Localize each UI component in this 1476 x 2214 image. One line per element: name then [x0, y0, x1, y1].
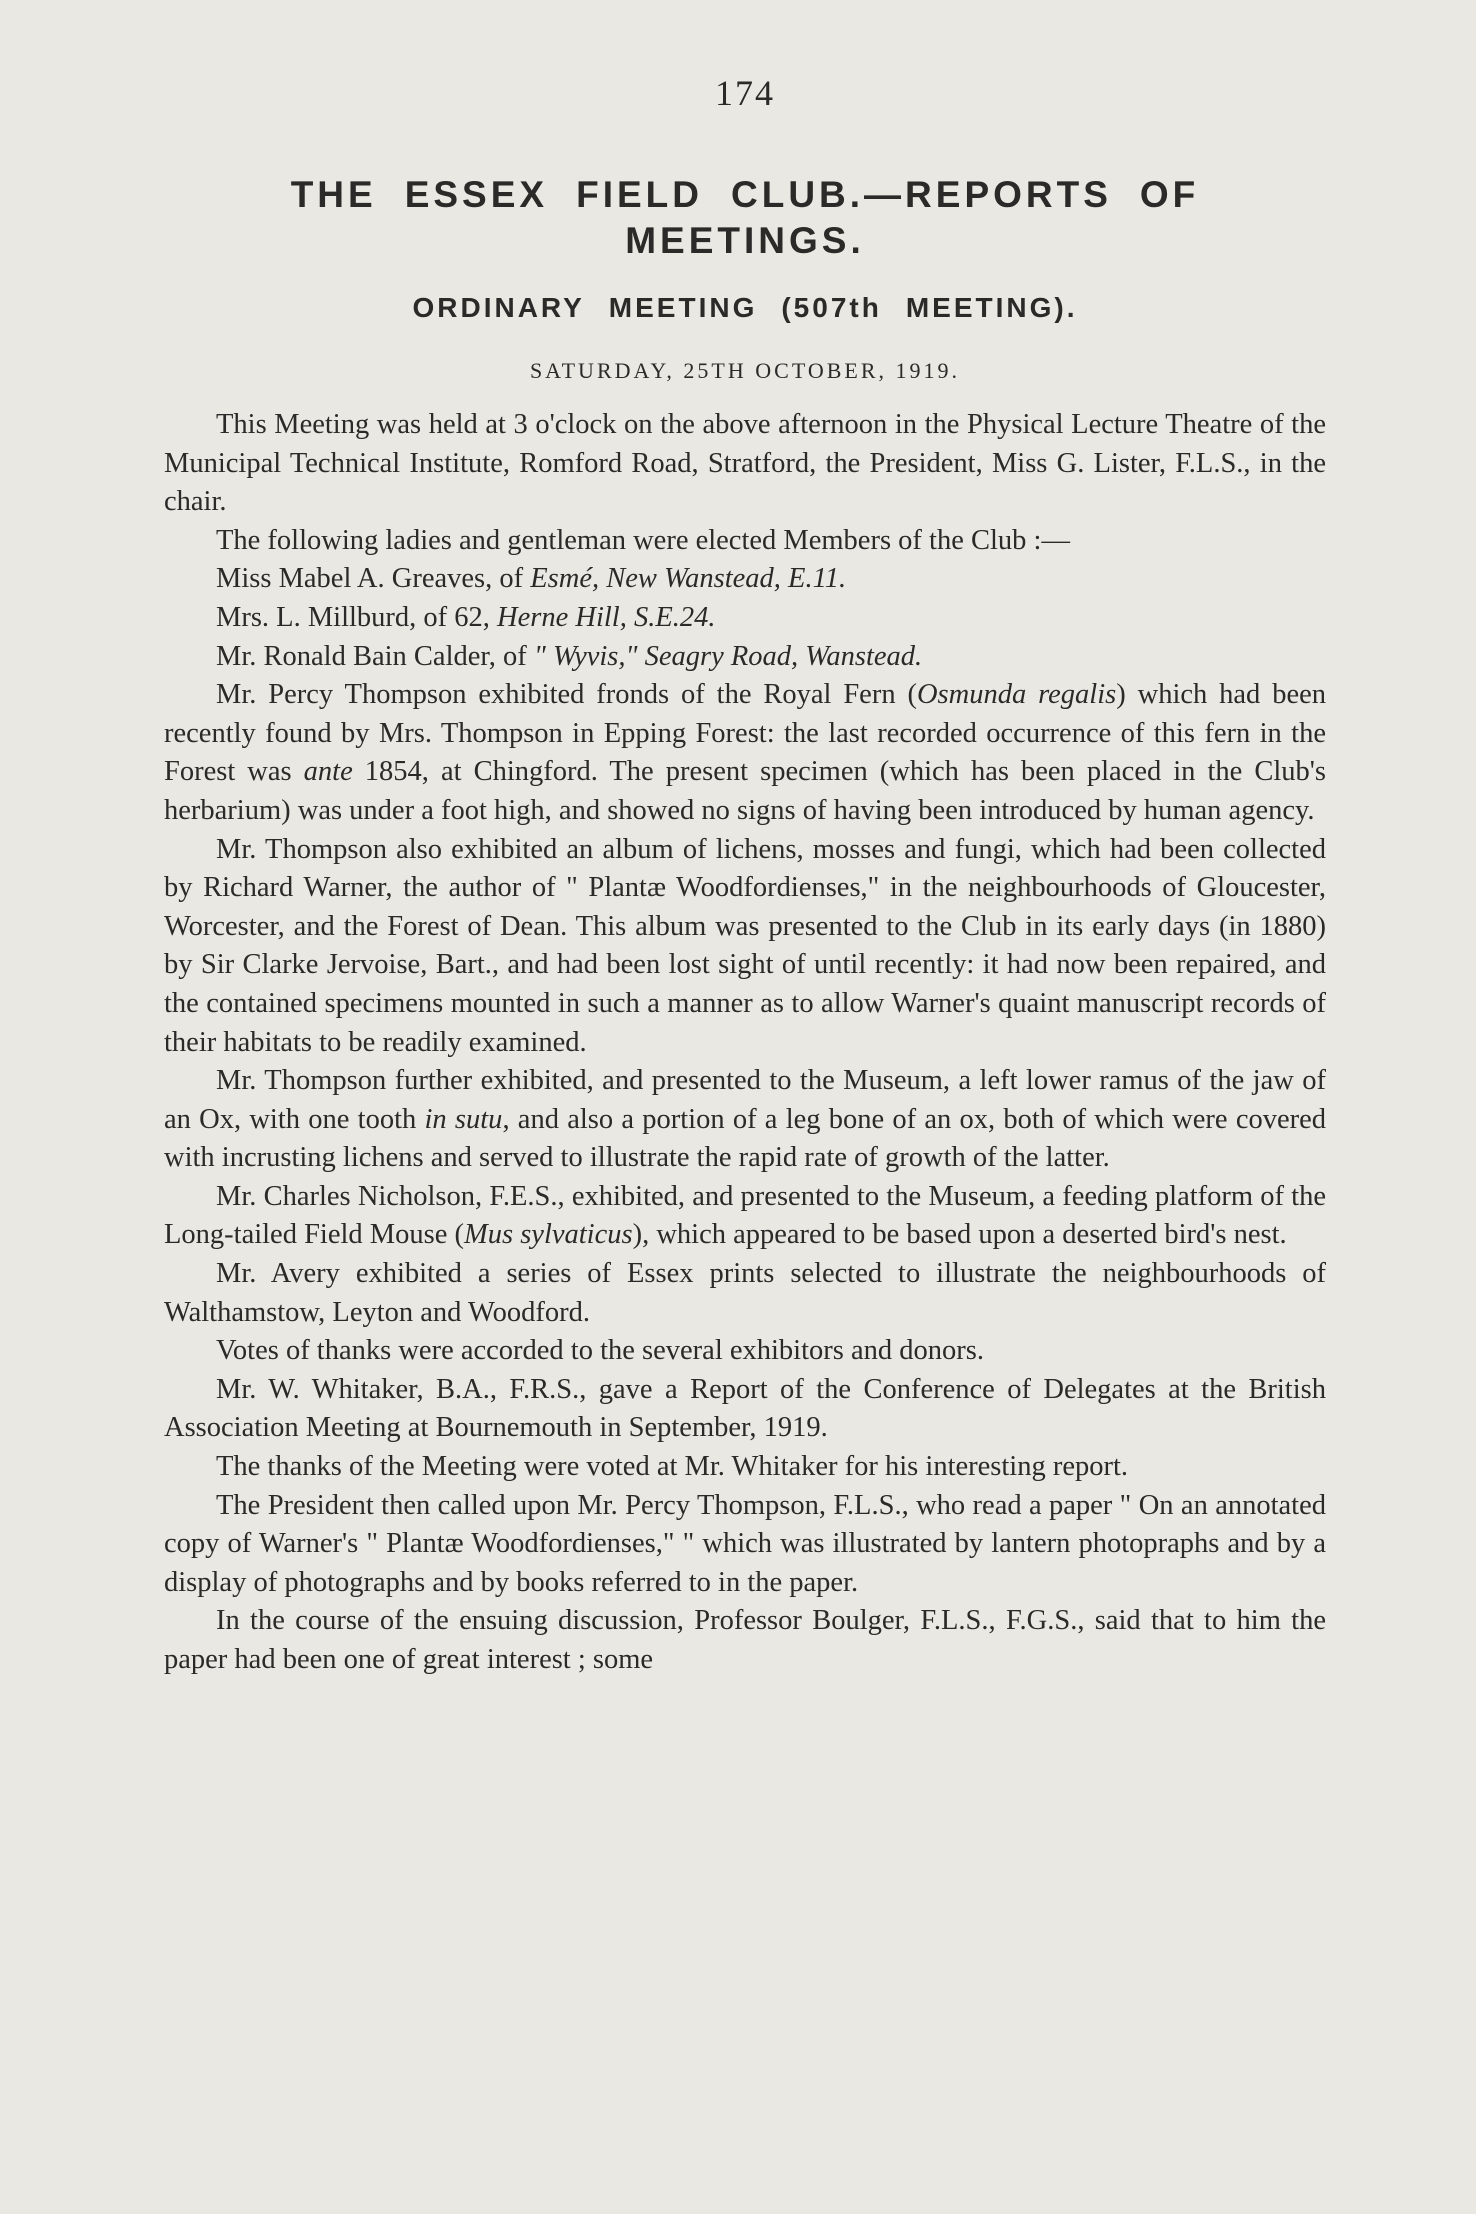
text-run: Mr. Percy Thompson exhibited fronds of the Royal Fern ( — [216, 679, 917, 711]
heading-line-2: MEETINGS. — [625, 220, 865, 261]
species-name: Mus sylvaticus — [464, 1219, 633, 1251]
report-heading — [164, 172, 1326, 264]
subheading-word: MEETING). — [905, 292, 1078, 323]
paragraph-new-members: The following ladies and gentleman were elected Members of the Club :— — [216, 524, 1070, 556]
heading-word: THE — [290, 174, 377, 215]
paragraph-conference-report: Mr. W. Whitaker, B.A., F.R.S., gave a Report of the Conference of Delegates at the British Association Meeting at Bournemouth in September, 1919. — [164, 1373, 1326, 1444]
page-number: 174 — [715, 73, 775, 113]
text-run: ) which had been recently found by Mrs. Thompson in Epping Forest: the last recorded occurrence of this fern in the Forest was — [164, 679, 1327, 788]
latin-term: ante — [303, 756, 353, 788]
latin-term: in sutu — [424, 1103, 503, 1135]
member-name: Mrs. L. Millburd, of 62, — [216, 601, 498, 633]
subheading-word: ORDINARY — [412, 292, 585, 323]
member-address: Esmé, New Wanstead, E.11. — [530, 563, 847, 595]
member-entry — [164, 560, 1326, 599]
text-run: Mr. Charles Nicholson, F.E.S., exhibited, and presented to the Museum, a feeding platform of the Long-tailed Field Mouse ( — [164, 1180, 1326, 1251]
heading-line-1 — [164, 172, 1326, 218]
text-run: 1854, at Chingford. The present specimen (which has been placed in the Club's herbarium) was under a foot high, and showed no signs of having been introduced by human agency. — [164, 756, 1326, 826]
heading-word: OF — [1139, 174, 1200, 215]
paragraph-warner-paper: The President then called upon Mr. Percy Thompson, F.L.S., who read a paper " On an annotated copy of Warner's " Plantæ Woodfordienses," " which was illustrated by lantern photopraphs and by a display of photographs and by books referred to in the paper. — [164, 1489, 1326, 1598]
species-name: Osmunda regalis — [916, 679, 1117, 711]
text-run: , and also a portion of a leg bone of an ox, both of which were covered with incrusting lichens and served to illustrate the rapid rate of growth of the latter. — [164, 1103, 1327, 1174]
heading-word: FIELD — [576, 174, 703, 215]
member-name: Mr. Ronald Bain Calder, of — [216, 640, 534, 672]
meeting-date: SATURDAY, 25TH OCTOBER, 1919. — [529, 358, 961, 383]
paragraph-votes-of-thanks: Votes of thanks were accorded to the several exhibitors and donors. — [216, 1335, 984, 1367]
meeting-subheading — [164, 292, 1326, 324]
paragraph-thanks-whitaker: The thanks of the Meeting were voted at Mr. Whitaker for his interesting report. — [216, 1451, 1128, 1483]
member-entry — [164, 638, 1326, 677]
member-name: Miss Mabel A. Greaves, of — [216, 563, 531, 595]
heading-word: ESSEX — [404, 174, 549, 215]
report-body — [164, 406, 1326, 1680]
paragraph-field-mouse — [164, 1178, 1326, 1255]
paragraph-discussion: In the course of the ensuing discussion, Professor Boulger, F.L.S., F.G.S., said that to him the paper had been one of great interest ; some — [164, 1605, 1326, 1675]
paragraph-ox-jaw — [164, 1062, 1326, 1178]
paragraph-lichen-album: Mr. Thompson also exhibited an album of lichens, mosses and fungi, which had been collected by Richard Warner, the author of " Plantæ Woodfordienses," in the neighbourhoods of Gloucester, Worcester, and the Forest of Dean. This album was presented to the Club in its early days (in 1880) by Sir Clarke Jervoise, Bart., and had been lost sight of until recently: it had now been repaired, and the contained specimens mounted in such a manner as to allow Warner's quaint manuscript records of their habitats to be readily examined. — [164, 833, 1326, 1058]
member-entry — [164, 599, 1326, 638]
member-address: Herne Hill, S.E.24. — [497, 601, 716, 633]
subheading-word: (507th — [781, 292, 882, 323]
text-run: ), which appeared to be based upon a deserted bird's nest. — [632, 1219, 1287, 1251]
paragraph-meeting-location: This Meeting was held at 3 o'clock on the above afternoon in the Physical Lecture Theatre of the Municipal Technical Institute, Romford Road, Stratford, the President, Miss G. Lister, F.L.S., in the chair. — [164, 409, 1326, 518]
text-run: Mr. Thompson further exhibited, and presented to the Museum, a left lower ramus of the jaw of an Ox, with one tooth — [164, 1065, 1326, 1135]
paragraph-royal-fern — [164, 676, 1326, 830]
subheading-word: MEETING — [608, 292, 758, 323]
member-address: " Wyvis," Seagry Road, Wanstead. — [533, 640, 923, 672]
heading-word: CLUB.—REPORTS — [731, 174, 1112, 215]
paragraph-essex-prints: Mr. Avery exhibited a series of Essex prints selected to illustrate the neighbourhoods of Walthamstow, Leyton and Woodford. — [164, 1258, 1326, 1328]
